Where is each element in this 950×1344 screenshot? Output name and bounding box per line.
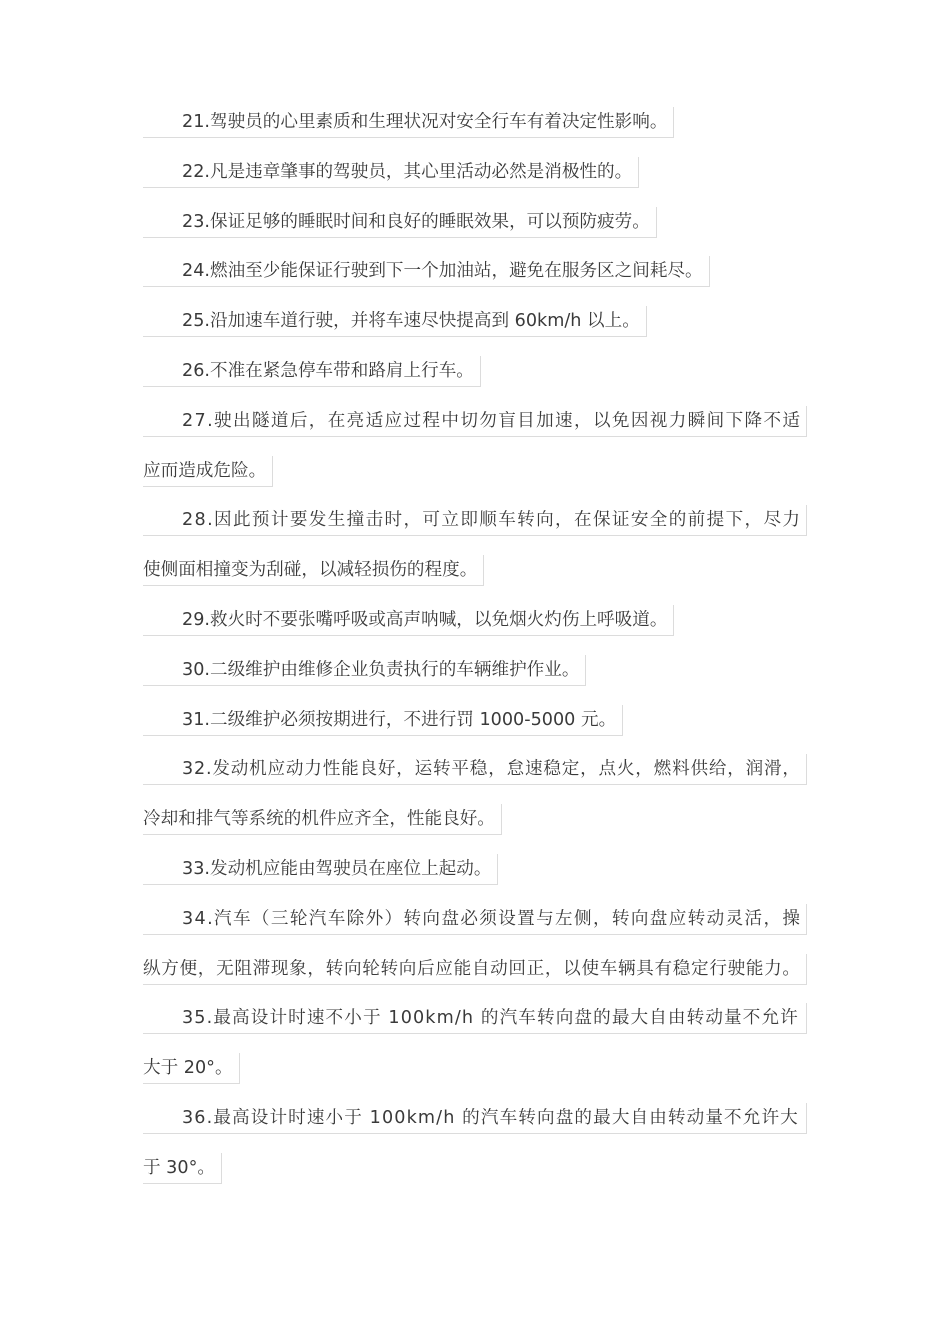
text-line-row bbox=[143, 204, 823, 254]
text-line-row bbox=[143, 951, 823, 1001]
paragraph-continuation-line: 使侧面相撞变为刮碰，以减轻损伤的程度。 bbox=[143, 555, 484, 586]
text-line-row bbox=[143, 502, 823, 552]
text-line-row bbox=[143, 702, 823, 752]
paragraph-first-line: 23.保证足够的睡眠时间和良好的睡眠效果，可以预防疲劳。 bbox=[143, 207, 657, 238]
paragraph-first-line: 30.二级维护由维修企业负责执行的车辆维护作业。 bbox=[143, 655, 586, 686]
paragraph-first-line: 36.最高设计时速小于 100km/h 的汽车转向盘的最大自由转动量不允许大 bbox=[143, 1103, 807, 1134]
text-line-row bbox=[143, 552, 823, 602]
text-line-row bbox=[143, 801, 823, 851]
text-line-row bbox=[143, 403, 823, 453]
document-body bbox=[143, 104, 823, 1200]
text-line-row bbox=[143, 104, 823, 154]
text-line-row bbox=[143, 1150, 823, 1200]
paragraph-first-line: 35.最高设计时速不小于 100km/h 的汽车转向盘的最大自由转动量不允许 bbox=[143, 1003, 807, 1034]
paragraph-continuation-line: 于 30°。 bbox=[143, 1153, 222, 1184]
paragraph-continuation-line: 纵方便，无阻滞现象，转向轮转向后应能自动回正，以使车辆具有稳定行驶能力。 bbox=[143, 954, 807, 985]
text-line-row bbox=[143, 602, 823, 652]
text-line-row bbox=[143, 1000, 823, 1050]
text-line-row bbox=[143, 1100, 823, 1150]
paragraph-first-line: 32.发动机应动力性能良好，运转平稳，怠速稳定，点火，燃料供给，润滑， bbox=[143, 754, 807, 785]
paragraph-first-line: 34.汽车（三轮汽车除外）转向盘必须设置与左侧，转向盘应转动灵活，操 bbox=[143, 904, 807, 935]
paragraph-first-line: 26.不准在紧急停车带和路肩上行车。 bbox=[143, 356, 481, 387]
text-line-row bbox=[143, 851, 823, 901]
text-line-row bbox=[143, 253, 823, 303]
text-line-row bbox=[143, 453, 823, 503]
paragraph-continuation-line: 应而造成危险。 bbox=[143, 456, 273, 487]
paragraph-first-line: 29.救火时不要张嘴呼吸或高声呐喊，以免烟火灼伤上呼吸道。 bbox=[143, 605, 674, 636]
paragraph-first-line: 28.因此预计要发生撞击时，可立即顺车转向，在保证安全的前提下，尽力 bbox=[143, 505, 807, 536]
paragraph-first-line: 25.沿加速车道行驶，并将车速尽快提高到 60km/h 以上。 bbox=[143, 306, 647, 337]
text-line-row bbox=[143, 901, 823, 951]
paragraph-continuation-line: 冷却和排气等系统的机件应齐全，性能良好。 bbox=[143, 804, 502, 835]
paragraph-first-line: 27.驶出隧道后，在亮适应过程中切勿盲目加速，以免因视力瞬间下降不适 bbox=[143, 406, 807, 437]
text-line-row bbox=[143, 1050, 823, 1100]
paragraph-first-line: 33.发动机应能由驾驶员在座位上起动。 bbox=[143, 854, 498, 885]
paragraph-first-line: 21.驾驶员的心里素质和生理状况对安全行车有着决定性影响。 bbox=[143, 107, 674, 138]
paragraph-first-line: 31.二级维护必须按期进行，不进行罚 1000-5000 元。 bbox=[143, 705, 623, 736]
paragraph-first-line: 22.凡是违章肇事的驾驶员，其心里活动必然是消极性的。 bbox=[143, 157, 639, 188]
text-line-row bbox=[143, 303, 823, 353]
text-line-row bbox=[143, 353, 823, 403]
text-line-row bbox=[143, 154, 823, 204]
paragraph-first-line: 24.燃油至少能保证行驶到下一个加油站，避免在服务区之间耗尽。 bbox=[143, 256, 710, 287]
text-line-row bbox=[143, 751, 823, 801]
text-line-row bbox=[143, 652, 823, 702]
paragraph-continuation-line: 大于 20°。 bbox=[143, 1053, 240, 1084]
